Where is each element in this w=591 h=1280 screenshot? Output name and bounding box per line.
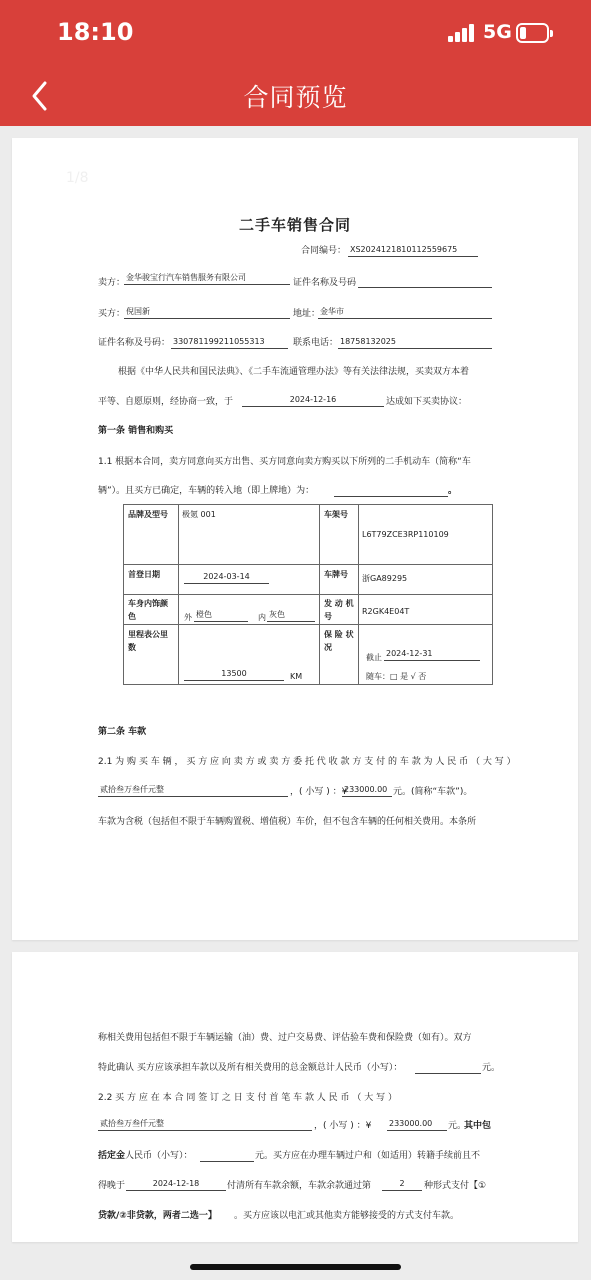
inner-color-label: 内 — [258, 613, 266, 622]
deposit-field — [200, 1149, 254, 1162]
contract-no-label: 合同编号： — [301, 246, 347, 256]
buyer-address: 金华市 — [318, 306, 492, 319]
section-2-heading: 第二条 车款 — [98, 727, 147, 737]
price-lowercase: 233000.00 — [342, 784, 392, 797]
first-payment-small-label: ，( 小写 ) ：¥ — [314, 1121, 372, 1131]
page-watermark: 1/8 — [66, 170, 89, 186]
insurance-label-1: 保 险 状 — [324, 630, 354, 639]
home-indicator[interactable] — [190, 1264, 401, 1270]
outer-color-label: 外 — [184, 613, 192, 622]
p2-line-6c: 种形式支付【① — [424, 1181, 487, 1191]
total-amount-field — [415, 1061, 481, 1074]
p2-line-2b: 元。 — [482, 1063, 501, 1073]
engine-label-2: 号 — [324, 612, 332, 621]
brand-value: 极氪 001 — [182, 510, 216, 519]
section-1-line-2: 辆”）。且买方已确定，车辆的转入地（即上牌地）为： — [98, 486, 315, 496]
p2-line-7b: 。买方应该以电汇或其他卖方能够接受的方式支付车款。 — [234, 1211, 460, 1221]
engine-label-1: 发 动 机 — [324, 599, 354, 608]
price-uppercase: 贰拾叁万叁仟元整 — [98, 784, 288, 797]
price-tail: 元。(简称“车款”)。 — [393, 787, 473, 797]
section-1-dot: 。 — [448, 486, 458, 496]
buyer-id: 330781199211055313 — [171, 336, 288, 349]
status-time: 18:10 — [57, 18, 134, 46]
insurance-follow: 随车：□ 是 √ 否 — [366, 672, 427, 681]
contract-page-2[interactable] — [12, 952, 578, 1242]
first-payment-uppercase: 贰拾叁万叁仟元整 — [98, 1118, 312, 1131]
payment-deadline: 2024-12-18 — [126, 1178, 226, 1191]
seller-label: 卖方： — [98, 278, 126, 288]
color-label-1: 车身内饰颜 — [128, 599, 168, 608]
p2-line-4b: 元。 — [448, 1121, 467, 1131]
seller-name: 金华骏宝行汽车销售服务有限公司 — [124, 272, 290, 285]
vin-label: 车架号 — [324, 510, 348, 519]
first-payment-lowercase: 233000.00 — [387, 1118, 447, 1131]
buyer-phone: 18758132025 — [338, 336, 492, 349]
p2-line-5b: 人民币（小写）： — [125, 1151, 193, 1161]
inner-color: 灰色 — [267, 609, 315, 622]
seller-id-label: 证件名称及号码 — [293, 278, 357, 288]
buyer-name: 倪国新 — [124, 306, 290, 319]
brand-label: 品牌及型号 — [128, 510, 168, 519]
buyer-label: 买方： — [98, 309, 126, 319]
vehicle-info-table — [123, 504, 493, 685]
p2-line-7a: 贷款/②非贷款，两者二选一】 — [98, 1211, 217, 1221]
outer-color: 橙色 — [194, 609, 248, 622]
p2-line-4c: 其中包 — [464, 1121, 492, 1131]
mileage-unit: KM — [290, 672, 303, 681]
agreement-date: 2024-12-16 — [242, 394, 384, 407]
insurance-until-label: 截止 — [366, 653, 382, 662]
mileage-label-2: 数 — [128, 643, 136, 652]
section-1-line-1: 1.1 根据本合同，卖方同意向买方出售、买方同意向卖方购买以下所列的二手机动车（简称“车 — [98, 457, 471, 467]
contract-title: 二手车销售合同 — [238, 216, 351, 234]
mileage-label-1: 里程表公里 — [128, 630, 168, 639]
intro-line-1: 根据《中华人民共和国民法典》、《二手车流通管理办法》等有关法律法规，买卖双方本着 — [118, 367, 470, 377]
color-label-2: 色 — [128, 612, 136, 621]
p2-line-3: 2.2 买 方 应 在 本 合 同 签 订 之 日 支 付 首 笔 车 款 人 民 币 （ 大 写 ） — [98, 1093, 397, 1103]
buyer-id-label: 证件名称及号码： — [98, 338, 171, 348]
payment-method-count: 2 — [382, 1178, 422, 1191]
phone-label: 联系电话： — [293, 338, 339, 348]
section-2-line-3: 车款为含税（包括但不限于车辆购置税、增值税）车价，但不包含车辆的任何相关费用。本条所 — [98, 817, 477, 827]
seller-id-field — [358, 275, 492, 288]
insurance-until: 2024-12-31 — [384, 648, 480, 661]
vin-value: L6T79ZCE3RP110109 — [362, 530, 449, 539]
p2-line-6b: 付清所有车款余额，车款余款通过第 — [227, 1181, 372, 1191]
reg-date-label: 首登日期 — [128, 570, 160, 579]
contract-page-1[interactable] — [12, 138, 578, 940]
intro-line-2b: 达成如下买卖协议： — [386, 397, 468, 407]
p2-line-1: 称相关费用包括但不限于车辆运输（油）费、过户交易费、评估验车费和保险费（如有）。双方 — [98, 1033, 472, 1043]
mileage-value: 13500 — [184, 668, 284, 681]
engine-value: R2GK4E04T — [362, 607, 410, 616]
contract-no: XS20241218101125596​75 — [348, 244, 478, 257]
app-header — [0, 0, 591, 126]
price-small-label: ，( 小写 ) ：¥ — [290, 787, 348, 797]
p2-line-2a: 特此确认 买方应该承担车款以及所有相关费用的总金额总计人民币（小写）： — [98, 1063, 403, 1073]
p2-line-5a: 括定金 — [98, 1151, 126, 1161]
plate-label: 车牌号 — [324, 570, 348, 579]
section-2-line-1: 2.1 为 购 买 车 辆 ， 买 方 应 向 卖 方 或 卖 方 委 托 代 收 款 方 支 付 的 车 款 为 人 民 币 （ 大 写 ） — [98, 757, 516, 767]
plate-value: 浙GA89295 — [362, 574, 408, 583]
signal-icon — [448, 24, 476, 42]
registration-place-field — [334, 484, 448, 497]
network-type: 5G — [483, 21, 512, 43]
p2-line-5c: 元。买方应在办理车辆过户和（如适用）转籍手续前且不 — [255, 1151, 481, 1161]
insurance-label-2: 况 — [324, 643, 332, 652]
reg-date-value: 2024-03-14 — [184, 571, 269, 584]
battery-icon — [516, 23, 549, 43]
intro-line-2a: 平等、自愿原则，经协商一致，于 — [98, 397, 234, 407]
section-1-heading: 第一条 销售和购买 — [98, 426, 174, 436]
status-bar — [0, 0, 591, 66]
page-title: 合同预览 — [243, 83, 348, 112]
address-label: 地址： — [293, 309, 321, 319]
p2-line-6a: 得晚于 — [98, 1181, 126, 1191]
